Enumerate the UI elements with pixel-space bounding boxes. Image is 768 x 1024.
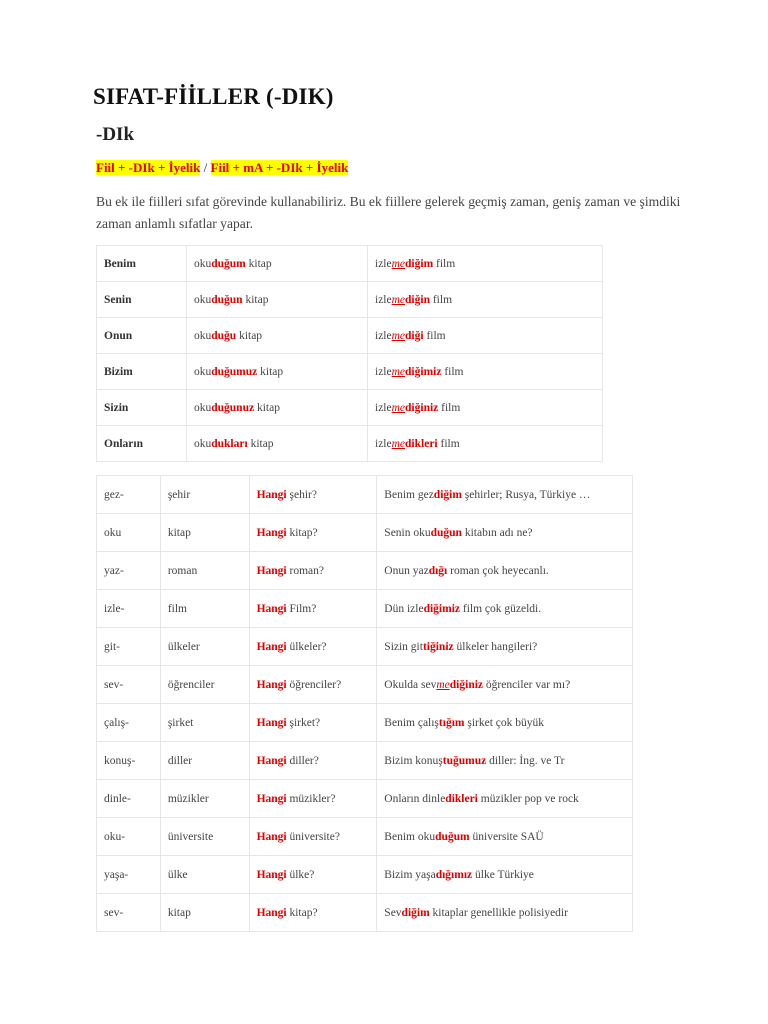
suffix-highlight: Hangi: [256, 830, 287, 843]
suffix-highlight: diğim: [405, 257, 434, 270]
text-segment: müzikler pop ve rock: [477, 792, 579, 805]
text-segment: şirket?: [286, 716, 321, 729]
table-row: [97, 514, 633, 552]
question-cell: [249, 628, 377, 666]
text-segment: izle: [375, 437, 392, 450]
suffix-highlight: Hangi: [256, 526, 287, 539]
text-segment: öğrenciler?: [286, 678, 342, 691]
text-segment: Sizin git: [384, 640, 423, 653]
text-segment: kitap: [257, 365, 284, 378]
question-cell: [249, 894, 377, 932]
table-row: [97, 590, 633, 628]
verb-cell: yaşa-: [97, 856, 161, 894]
suffix-highlight: duğumuz: [211, 365, 258, 378]
negation-suffix: me: [391, 365, 406, 378]
negation-suffix: me: [391, 401, 406, 414]
text-segment: kitap: [242, 293, 269, 306]
verb-cell: dinle-: [97, 780, 161, 818]
suffix-highlight: duğum: [211, 257, 246, 270]
question-cell: [249, 666, 377, 704]
text-segment: izle: [375, 401, 392, 414]
text-segment: izle: [375, 257, 392, 270]
negative-form-cell: [368, 426, 603, 462]
suffix-highlight: Hangi: [256, 716, 287, 729]
text-segment: film: [433, 257, 456, 270]
noun-cell: diller: [160, 742, 249, 780]
text-segment: kitap?: [286, 526, 318, 539]
text-segment: diller: İng. ve Tr: [486, 754, 565, 767]
text-segment: Okulda sev: [384, 678, 437, 691]
question-cell: [249, 742, 377, 780]
sentence-cell: [377, 514, 633, 552]
text-segment: izle: [375, 365, 392, 378]
text-segment: ülkeler?: [286, 640, 327, 653]
negative-form-cell: [368, 282, 603, 318]
text-segment: oku: [194, 329, 212, 342]
sentence-cell: [377, 628, 633, 666]
sentence-cell: [377, 552, 633, 590]
text-segment: kitap: [254, 401, 280, 414]
verb-cell: gez-: [97, 476, 161, 514]
text-segment: diller?: [286, 754, 319, 767]
suffix-highlight: Hangi: [256, 640, 287, 653]
sentence-cell: [377, 856, 633, 894]
suffix-highlight: diğim: [401, 906, 430, 919]
text-segment: Film?: [286, 602, 317, 615]
text-segment: Sev: [384, 906, 402, 919]
formula-separator: /: [200, 160, 211, 175]
positive-form-cell: [187, 390, 368, 426]
text-segment: oku: [194, 401, 212, 414]
verb-cell: izle-: [97, 590, 161, 628]
sentence-cell: [377, 666, 633, 704]
suffix-highlight: dikleri: [405, 437, 438, 450]
suffix-highlight: duğu: [211, 329, 237, 342]
suffix-highlight: duğun: [430, 526, 462, 539]
text-segment: şehirler; Rusya, Türkiye …: [461, 488, 591, 501]
suffix-highlight: Hangi: [256, 488, 287, 501]
suffix-highlight: diğimiz: [423, 602, 460, 615]
suffix-highlight: diğiniz: [405, 401, 439, 414]
sentence-cell: [377, 476, 633, 514]
positive-form-cell: [187, 246, 368, 282]
positive-form-cell: [187, 318, 368, 354]
negation-suffix: me: [391, 437, 406, 450]
text-segment: Benim oku: [384, 830, 436, 843]
sentence-cell: [377, 780, 633, 818]
text-segment: şehir?: [286, 488, 317, 501]
text-segment: Bizim konuş: [384, 754, 443, 767]
text-segment: Senin oku: [384, 526, 431, 539]
text-segment: Onların dinle: [384, 792, 446, 805]
formula-part-2: Fiil + mA + -DIk + İyelik: [210, 160, 349, 175]
noun-cell: müzikler: [160, 780, 249, 818]
pronoun-cell: Senin: [97, 282, 187, 318]
table-row: [97, 666, 633, 704]
text-segment: film: [429, 293, 453, 306]
suffix-highlight: Hangi: [256, 564, 287, 577]
text-segment: ülkeler hangileri?: [453, 640, 538, 653]
table-row: [97, 856, 633, 894]
table-row: [97, 818, 633, 856]
text-segment: ülke Türkiye: [472, 868, 534, 881]
suffix-highlight: Hangi: [256, 792, 287, 805]
text-segment: kitaplar genellikle polisiyedir: [429, 906, 568, 919]
suffix-highlight: diğimiz: [405, 365, 442, 378]
text-segment: izle: [375, 329, 392, 342]
sentence-cell: [377, 818, 633, 856]
suffix-highlight: dikleri: [445, 792, 478, 805]
text-segment: film: [441, 365, 464, 378]
question-cell: [249, 552, 377, 590]
text-segment: müzikler?: [286, 792, 336, 805]
table-row: [97, 628, 633, 666]
suffix-highlight: diği: [405, 329, 424, 342]
pronoun-cell: Bizim: [97, 354, 187, 390]
noun-cell: üniversite: [160, 818, 249, 856]
pronoun-cell: Benim: [97, 246, 187, 282]
sentence-cell: [377, 742, 633, 780]
section-heading: -DIk: [96, 124, 135, 145]
question-cell: [249, 704, 377, 742]
question-cell: [249, 818, 377, 856]
text-segment: film: [438, 401, 461, 414]
example-table: [96, 475, 633, 932]
noun-cell: öğrenciler: [160, 666, 249, 704]
intro-paragraph: Bu ek ile fiilleri sıfat görevinde kullanabiliriz. Bu ek fiillere gelerek geçmiş zaman, geniş zaman ve şimdiki zaman anlamlı sıfatlar yapar.: [96, 194, 681, 231]
text-segment: Benim gez: [384, 488, 434, 501]
suffix-highlight: Hangi: [256, 868, 287, 881]
text-segment: şirket çok büyük: [464, 716, 545, 729]
formula-part-1: Fiil + -DIk + İyelik: [96, 160, 201, 175]
sentence-cell: [377, 894, 633, 932]
table-row: [97, 780, 633, 818]
verb-cell: oku-: [97, 818, 161, 856]
text-segment: Onun yaz: [384, 564, 429, 577]
text-segment: öğrenciler var mı?: [483, 678, 571, 691]
table-row: [97, 552, 633, 590]
question-cell: [249, 780, 377, 818]
suffix-highlight: Hangi: [256, 678, 287, 691]
table-row: [97, 318, 603, 354]
table-row: [97, 246, 603, 282]
text-segment: film çok güzeldi.: [460, 602, 542, 615]
noun-cell: ülkeler: [160, 628, 249, 666]
text-segment: izle: [375, 293, 392, 306]
negation-suffix: me: [436, 678, 450, 691]
negative-form-cell: [368, 354, 603, 390]
table-row: [97, 476, 633, 514]
table-row: [97, 704, 633, 742]
text-segment: kitap?: [286, 906, 318, 919]
negative-form-cell: [368, 318, 603, 354]
question-cell: [249, 514, 377, 552]
pronoun-cell: Onların: [97, 426, 187, 462]
text-segment: oku: [194, 293, 212, 306]
text-segment: oku: [194, 437, 212, 450]
text-segment: roman?: [286, 564, 324, 577]
table-row: [97, 282, 603, 318]
suffix-highlight: tuğumuz: [442, 754, 487, 767]
text-segment: roman çok heyecanlı.: [447, 564, 549, 577]
suffix-highlight: duğum: [435, 830, 470, 843]
text-segment: Benim çalış: [384, 716, 439, 729]
suffix-highlight: Hangi: [256, 754, 287, 767]
text-segment: üniversite?: [286, 830, 340, 843]
suffix-highlight: Hangi: [256, 602, 287, 615]
suffix-highlight: dığımız: [435, 868, 473, 881]
noun-cell: film: [160, 590, 249, 628]
page-title: SIFAT-FİİLLER (-DIK): [93, 84, 334, 109]
positive-form-cell: [187, 426, 368, 462]
suffix-highlight: duğun: [211, 293, 243, 306]
sentence-cell: [377, 590, 633, 628]
text-segment: kitap: [245, 257, 272, 270]
verb-cell: sev-: [97, 894, 161, 932]
suffix-highlight: diğim: [433, 488, 462, 501]
negative-form-cell: [368, 246, 603, 282]
negation-suffix: me: [391, 293, 406, 306]
text-segment: Dün izle: [384, 602, 424, 615]
text-segment: oku: [194, 257, 212, 270]
verb-cell: çalış-: [97, 704, 161, 742]
negative-form-cell: [368, 390, 603, 426]
sentence-cell: [377, 704, 633, 742]
table-row: [97, 426, 603, 462]
noun-cell: roman: [160, 552, 249, 590]
suffix-highlight: tığım: [438, 716, 465, 729]
formula-line: [96, 160, 348, 176]
suffix-highlight: diğin: [405, 293, 430, 306]
question-cell: [249, 476, 377, 514]
verb-cell: git-: [97, 628, 161, 666]
pronoun-cell: Onun: [97, 318, 187, 354]
negation-suffix: me: [391, 257, 406, 270]
question-cell: [249, 590, 377, 628]
text-segment: film: [423, 329, 446, 342]
suffix-highlight: dukları: [211, 437, 248, 450]
table-row: [97, 354, 603, 390]
noun-cell: şehir: [160, 476, 249, 514]
question-cell: [249, 856, 377, 894]
text-segment: oku: [194, 365, 212, 378]
suffix-highlight: Hangi: [256, 906, 287, 919]
verb-cell: oku: [97, 514, 161, 552]
text-segment: kitap: [247, 437, 274, 450]
noun-cell: şirket: [160, 704, 249, 742]
text-segment: üniversite SAÜ: [469, 830, 544, 843]
text-segment: Bizim yaşa: [384, 868, 436, 881]
suffix-highlight: tiğiniz: [422, 640, 454, 653]
noun-cell: kitap: [160, 894, 249, 932]
text-segment: kitap: [236, 329, 263, 342]
table-row: [97, 742, 633, 780]
negation-suffix: me: [391, 329, 406, 342]
pronoun-cell: Sizin: [97, 390, 187, 426]
table-row: [97, 390, 603, 426]
text-segment: ülke?: [286, 868, 315, 881]
text-segment: film: [437, 437, 460, 450]
table-row: [97, 894, 633, 932]
verb-cell: konuş-: [97, 742, 161, 780]
noun-cell: ülke: [160, 856, 249, 894]
suffix-highlight: dığı: [428, 564, 448, 577]
pronoun-table: [96, 245, 603, 462]
suffix-highlight: duğunuz: [211, 401, 255, 414]
suffix-highlight: diğiniz: [449, 678, 484, 691]
verb-cell: sev-: [97, 666, 161, 704]
positive-form-cell: [187, 354, 368, 390]
verb-cell: yaz-: [97, 552, 161, 590]
text-segment: kitabın adı ne?: [461, 526, 533, 539]
noun-cell: kitap: [160, 514, 249, 552]
positive-form-cell: [187, 282, 368, 318]
